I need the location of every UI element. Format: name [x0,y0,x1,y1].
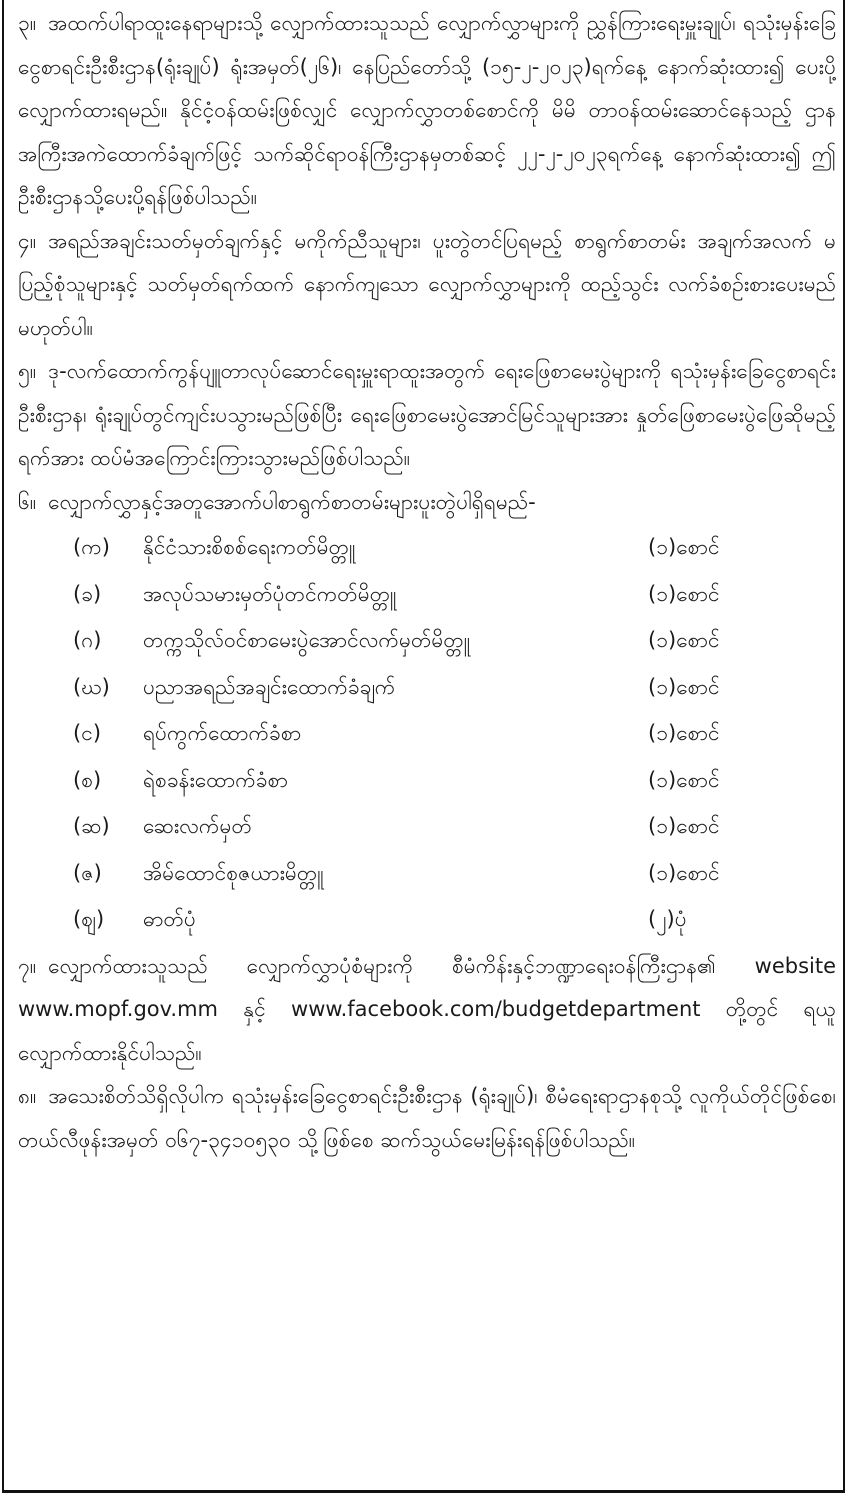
paragraph-6 [18,481,836,525]
item-mark: (က) [73,535,110,559]
item-mark: (ဈ) [73,907,105,931]
paragraph-text: လျှောက်လွှာနှင့်အတူအောက်ပါစာရွက်စာတမ်းများပူးတွဲပါရှိရမည်- [48,489,536,514]
item-name: ရဲစခန်းထောက်ခံစာ [143,767,289,792]
paragraph-text: အထက်ပါရာထူးနေရာများသို့ လျှောက်ထားသူသည် လျှောက်လွှာများကို ညွှန်ကြားရေးမှူးချုပ်၊ ရသုံးမှန်းခြေငွေစာရင်းဦးစီးဌာန(ရုံးချုပ်) ရုံးအမှတ်(၂၆)၊ နေပြည်တော်သို့ (၁၅-၂-၂၀၂၃)ရက်နေ့ နောက်ဆုံးထား၍ ပေးပို့လျှောက်ထားရမည်။ နိုင်ငံ့ဝန်ထမ်းဖြစ်လျှင် လျှောက်လွှာတစ်စောင်ကို မိမိ တာဝန်ထမ်းဆောင်နေသည့် ဌာနအကြီးအကဲထောက်ခံချက်ဖြင့် သက်ဆိုင်ရာဝန်ကြီးဌာနမှတစ်ဆင့် ၂၂-၂-၂၀၂၃ရက်နေ့ နောက်ဆုံးထား၍ ဤဦးစီးဌာနသို့ပေးပို့ရန်ဖြစ်ပါသည်။ [18,11,836,209]
paragraph-number: ၄။ [18,228,37,253]
item-name: ဆေးလက်မှတ် [143,814,252,838]
document-body [18,2,836,1162]
item-quantity: (၂)ပုံ [648,907,687,931]
list-item [18,896,836,943]
paragraph-3 [18,2,836,220]
paragraph-number: ၈။ [18,1084,37,1108]
item-quantity: (၁)စောင် [648,860,720,885]
list-item [18,524,836,571]
item-quantity: (၁)စောင် [648,581,720,606]
list-item [18,710,836,757]
item-name: ရပ်ကွက်ထောက်ခံစာ [143,721,302,745]
paragraph-text: အရည်အချင်းသတ်မှတ်ချက်နှင့် မကိုက်ညီသူများ၊ ပူးတွဲတင်ပြရမည့် စာရွက်စာတမ်း အချက်အလက် မပြည့်စုံသူများနှင့် သတ်မှတ်ရက်ထက် နောက်ကျသော လျှောက်လွှာများကို ထည့်သွင်း လက်ခံစဉ်းစားပေးမည် မဟုတ်ပါ။ [18,228,836,340]
item-name: ပညာအရည်အချင်းထောက်ခံချက် [143,674,396,699]
paragraph-text: ဒု-လက်ထောက်ကွန်ပျူတာလုပ်ဆောင်ရေးမှူးရာထူးအတွက် ရေးဖြေစာမေးပွဲများကို ရသုံးမှန်းခြေငွေစာရင်းဦးစီးဌာန၊ ရုံးချုပ်တွင်ကျင်းပသွားမည်ဖြစ်ပြီး ရေးဖြေစာမေးပွဲအောင်မြင်သူများအား နှုတ်ဖြေစာမေးပွဲဖြေဆိုမည့်ရက်အား ထပ်မံအကြောင်းကြားသွားမည်ဖြစ်ပါသည်။ [18,359,836,470]
document-list [18,524,836,943]
item-name: နိုင်ငံသားစိစစ်ရေးကတ်မိတ္တူ [143,535,356,559]
item-mark: (စ) [73,767,102,792]
paragraph-number: ၆။ [18,489,37,514]
item-name: အလုပ်သမားမှတ်ပုံတင်ကတ်မိတ္တူ [143,581,397,606]
paragraph-number: ၃။ [18,11,37,35]
list-item [18,757,836,804]
item-mark: (ဆ) [73,814,110,838]
item-mark: (ခ) [73,581,102,606]
paragraph-5 [18,350,836,481]
item-name: ဓာတ်ပုံ [143,907,196,931]
list-item [18,617,836,664]
item-mark: (ဇ) [73,860,102,885]
paragraph-4 [18,220,836,351]
paragraph-number: ၅။ [18,359,37,383]
item-quantity: (၁)စောင် [648,721,720,745]
item-quantity: (၁)စောင် [648,535,720,559]
item-name: တက္ကသိုလ်ဝင်စာမေးပွဲအောင်လက်မှတ်မိတ္တူ [143,628,470,652]
item-quantity: (၁)စောင် [648,814,720,838]
item-quantity: (၁)စောင် [648,628,720,652]
item-mark: (င) [73,721,102,745]
paragraph-number: ၇။ [18,953,37,978]
list-item [18,571,836,618]
item-mark: (ဂ) [73,628,102,652]
list-item [18,803,836,850]
paragraph-text: လျှောက်ထားသူသည် လျှောက်လွှာပုံစံများကို စီမံကိန်းနှင့်ဘဏ္ဍာရေးဝန်ကြီးဌာန၏ website www.mopf.gov.mm နှင့် www.facebook.com/budgetdepartment တို့တွင် ရယူလျှောက်ထားနိုင်ပါသည်။ [18,953,836,1065]
paragraph-8 [18,1075,836,1162]
paragraph-text: အသေးစိတ်သိရှိလိုပါက ရသုံးမှန်းခြေငွေစာရင်းဦးစီးဌာန (ရုံးချုပ်)၊ စီမံရေးရာဌာနစုသို့ လူကိုယ်တိုင်ဖြစ်စေ၊ တယ်လီဖုန်းအမှတ် ၀၆၇-၃၄၁၀၅၃၀ သို့ဖြစ်စေ ဆက်သွယ်မေးမြန်းရန်ဖြစ်ပါသည်။ [18,1084,836,1152]
list-item [18,664,836,711]
item-mark: (ဃ) [73,674,110,699]
list-item [18,850,836,897]
item-quantity: (၁)စောင် [648,767,720,792]
paragraph-7 [18,945,836,1076]
item-quantity: (၁)စောင် [648,674,720,699]
item-name: အိမ်ထောင်စုဇယားမိတ္တူ [143,860,324,885]
